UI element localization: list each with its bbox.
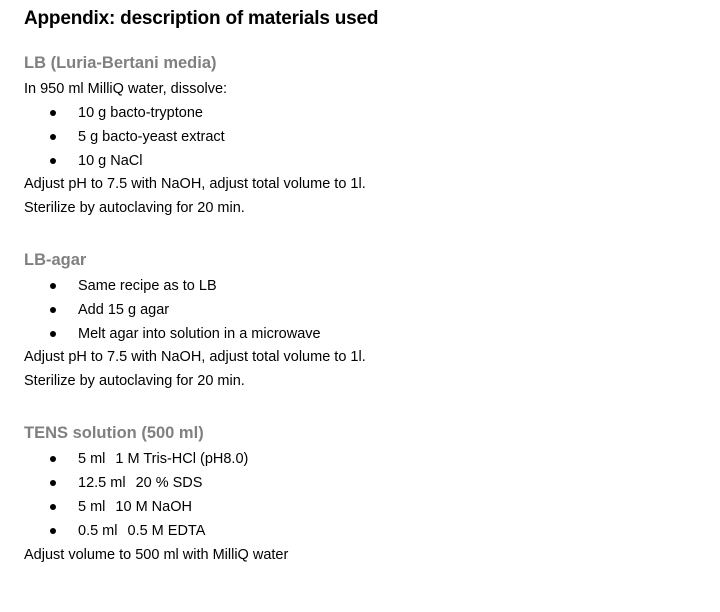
lb-agar-note: Adjust pH to 7.5 with NaOH, adjust total volume to 1l. [24, 349, 366, 365]
tens-item-amount: 0.5 ml [78, 523, 118, 539]
section-heading-tens: TENS solution (500 ml) [24, 424, 204, 442]
lb-intro: In 950 ml MilliQ water, dissolve: [24, 81, 228, 97]
tens-item-reagent: 1 M Tris-HCl (pH8.0) [115, 451, 249, 467]
bullet-dot-icon [50, 110, 56, 116]
bullet-dot-icon [50, 480, 56, 486]
section-heading-lb: LB (Luria-Bertani media) [24, 54, 217, 72]
bullet-dot-icon [50, 331, 56, 337]
tens-item-reagent: 20 % SDS [135, 475, 203, 491]
lb-item-text: 10 g NaCl [78, 153, 143, 169]
tens-item-amount: 5 ml [78, 451, 106, 467]
bullet-dot-icon [50, 528, 56, 534]
lb-agar-item [50, 302, 169, 318]
lb-note: Adjust pH to 7.5 with NaOH, adjust total volume to 1l. [24, 176, 366, 192]
lb-agar-item-text: Add 15 g agar [78, 302, 170, 318]
lb-item [50, 105, 203, 121]
lb-item-text: 5 g bacto-yeast extract [78, 129, 225, 145]
bullet-dot-icon [50, 283, 56, 289]
bullet-dot-icon [50, 504, 56, 510]
tens-item [50, 523, 205, 539]
lb-agar-note: Sterilize by autoclaving for 20 min. [24, 373, 245, 389]
bullet-dot-icon [50, 456, 56, 462]
bullet-dot-icon [50, 307, 56, 313]
lb-item [50, 153, 142, 169]
lb-agar-item [50, 278, 217, 294]
lb-item [50, 129, 225, 145]
bullet-dot-icon [50, 158, 56, 164]
section-heading-lb-agar: LB-agar [24, 251, 87, 269]
tens-note: Adjust volume to 500 ml with MilliQ water [24, 547, 289, 563]
tens-item [50, 475, 202, 491]
bullet-dot-icon [50, 134, 56, 140]
tens-item-amount: 5 ml [78, 499, 106, 515]
tens-item [50, 451, 248, 467]
lb-agar-item-text: Melt agar into solution in a microwave [78, 326, 321, 342]
lb-agar-item [50, 326, 321, 342]
tens-item [50, 499, 192, 515]
tens-item-amount: 12.5 ml [78, 475, 126, 491]
page-title: Appendix: description of materials used [24, 8, 379, 29]
lb-item-text: 10 g bacto-tryptone [78, 105, 203, 121]
lb-note: Sterilize by autoclaving for 20 min. [24, 200, 245, 216]
lb-agar-item-text: Same recipe as to LB [78, 278, 217, 294]
tens-item-reagent: 10 M NaOH [115, 499, 192, 515]
tens-item-reagent: 0.5 M EDTA [127, 523, 206, 539]
